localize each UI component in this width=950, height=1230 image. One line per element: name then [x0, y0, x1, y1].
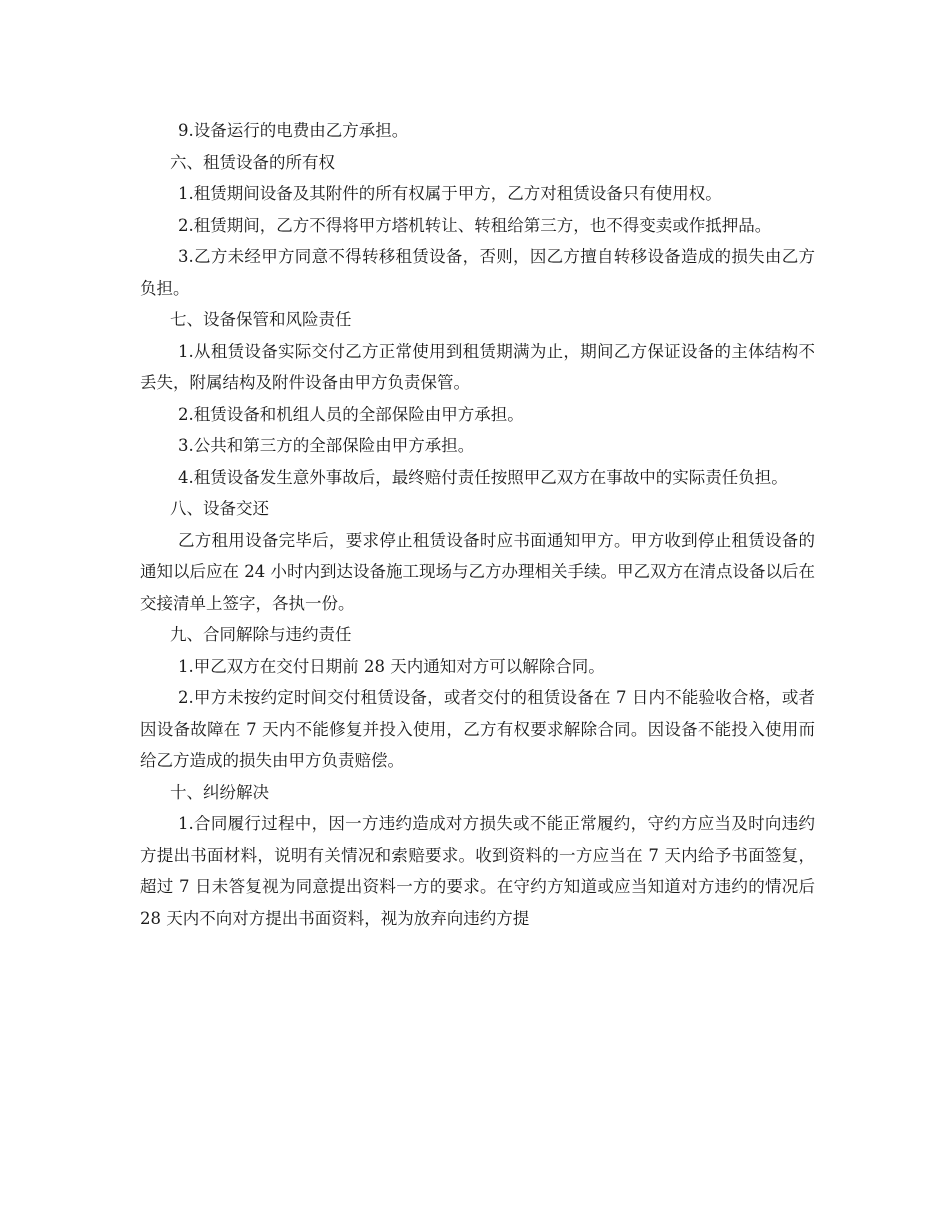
paragraph-item: 3.公共和第三方的全部保险由甲方承担。 [178, 436, 475, 455]
paragraph-item: 2.甲方未按约定时间交付租赁设备，或者交付的租赁设备在 7 日内不能验收合格，或者因设备故障在 7 天内不能修复并投入使用，乙方有权要求解除合同。因设备不能投入使用而给乙方造成的损失由甲方负责赔偿。 [140, 688, 815, 770]
contract-body [140, 115, 815, 934]
paragraph-item: 乙方租用设备完毕后，要求停止租赁设备时应书面通知甲方。甲方收到停止租赁设备的通知以后应在 24 小时内到达设备施工现场与乙方办理相关手续。甲乙双方在清点设备以后在交接清单上签字，各执一份。 [140, 530, 815, 613]
section-heading: 六、租赁设备的所有权 [170, 152, 335, 172]
section-heading: 十、纠纷解决 [170, 782, 269, 802]
paragraph-item: 1.甲乙双方在交付日期前 28 天内通知对方可以解除合同。 [178, 656, 605, 676]
paragraph-item: 4.租赁设备发生意外事故后，最终赔付责任按照甲乙双方在事故中的实际责任负担。 [178, 467, 788, 487]
section-heading: 八、设备交还 [170, 499, 269, 518]
paragraph-item: 9.设备运行的电费由乙方承担。 [178, 121, 409, 140]
paragraph-item: 1.从租赁设备实际交付乙方正常使用到租赁期满为止，期间乙方保证设备的主体结构不丢失，附属结构及附件设备由甲方负责保管。 [140, 341, 815, 392]
paragraph-item: 1.租赁期间设备及其附件的所有权属于甲方，乙方对租赁设备只有使用权。 [178, 184, 722, 203]
paragraph-item: 2.租赁期间，乙方不得将甲方塔机转让、转租给第三方，也不得变卖或作抵押品。 [178, 215, 772, 235]
section-heading: 九、合同解除与违约责任 [170, 625, 352, 644]
paragraph-item: 2.租赁设备和机组人员的全部保险由甲方承担。 [178, 404, 524, 424]
paragraph-item: 3.乙方未经甲方同意不得转移租赁设备，否则，因乙方擅自转移设备造成的损失由乙方负担。 [140, 247, 815, 298]
section-heading: 七、设备保管和风险责任 [170, 310, 352, 329]
paragraph-item: 1.合同履行过程中，因一方违约造成对方损失或不能正常履约，守约方应当及时向违约方提出书面材料，说明有关情况和索赔要求。收到资料的一方应当在 7 天内给予书面签复，超过 7 日未答复视为同意提出资料一方的要求。在守约方知道或应当知道对方违约的情况后 28 天内不向对方提出书面资料，视为放弃向违约方提 [140, 814, 815, 928]
